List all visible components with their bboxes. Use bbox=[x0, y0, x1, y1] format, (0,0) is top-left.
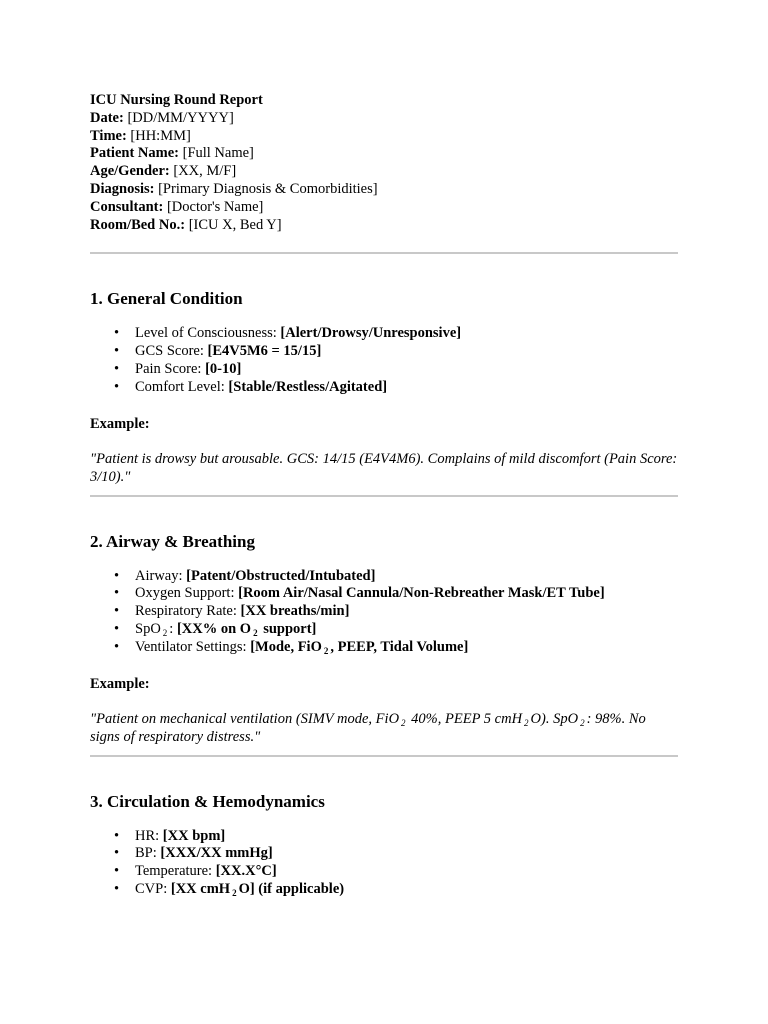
section-circulation-hemodynamics bbox=[90, 791, 678, 899]
divider bbox=[90, 755, 678, 757]
section-heading: 3. Circulation & Hemodynamics bbox=[90, 791, 325, 811]
section-airway-breathing bbox=[90, 531, 678, 747]
airway-breathing-list bbox=[90, 568, 678, 657]
section-heading: 2. Airway & Breathing bbox=[90, 531, 255, 551]
example-label: Example: bbox=[90, 675, 150, 692]
list-item: • Oxygen Support: [Room Air/Nasal Cannula/Non-Rebreather Mask/ET Tube] bbox=[135, 585, 678, 603]
age-gender-field: Age/Gender: [XX, M/F] bbox=[90, 163, 237, 180]
section-general-condition bbox=[90, 288, 678, 486]
list-item: • Airway: [Patent/Obstructed/Intubated] bbox=[135, 568, 678, 586]
list-item: • HR: [XX bpm] bbox=[135, 828, 678, 846]
list-item: • Temperature: [XX.X°C] bbox=[135, 863, 678, 881]
divider bbox=[90, 252, 678, 254]
list-item: • SpO $_2$ : [XX% on O $_2$ support] bbox=[135, 621, 678, 639]
diagnosis-field: Diagnosis: [Primary Diagnosis & Comorbidities] bbox=[90, 180, 378, 197]
list-item: • Pain Score: [0-10] bbox=[135, 361, 678, 379]
list-item: • Level of Consciousness: [Alert/Drowsy/Unresponsive] bbox=[135, 325, 678, 343]
date-field: Date: [DD/MM/YYYY] bbox=[90, 109, 234, 126]
list-item: • CVP: [XX cmH $_2$ O] (if applicable) bbox=[135, 881, 678, 899]
list-item: • Ventilator Settings: [Mode, FiO $_2$ , PEEP, Tidal Volume] bbox=[135, 639, 678, 657]
example-text: "Patient on mechanical ventilation (SIMV mode, FiO $_2$ 40%, PEEP 5 cmH $_2$ O). SpO $_2$ : 98%. No signs of respiratory distress." bbox=[90, 710, 646, 746]
consultant-field: Consultant: [Doctor's Name] bbox=[90, 198, 264, 215]
divider bbox=[90, 495, 678, 497]
circulation-list bbox=[90, 828, 678, 899]
example-label: Example: bbox=[90, 415, 150, 432]
list-item: • Comfort Level: [Stable/Restless/Agitated] bbox=[135, 379, 678, 397]
general-condition-list bbox=[90, 325, 678, 396]
report-header bbox=[90, 92, 678, 234]
report-page bbox=[90, 92, 678, 899]
patient-name-field: Patient Name: [Full Name] bbox=[90, 145, 254, 162]
list-item: • BP: [XXX/XX mmHg] bbox=[135, 845, 678, 863]
room-bed-field: Room/Bed No.: [ICU X, Bed Y] bbox=[90, 216, 282, 233]
section-heading: 1. General Condition bbox=[90, 289, 243, 309]
list-item: • GCS Score: [E4V5M6 = 15/15] bbox=[135, 343, 678, 361]
time-field: Time: [HH:MM] bbox=[90, 127, 191, 144]
example-text: "Patient is drowsy but arousable. GCS: 14/15 (E4V4M6). Complains of mild discomfort (Pain Score: 3/10)." bbox=[90, 450, 678, 486]
report-title: ICU Nursing Round Report bbox=[90, 92, 263, 108]
list-item: • Respiratory Rate: [XX breaths/min] bbox=[135, 603, 678, 621]
